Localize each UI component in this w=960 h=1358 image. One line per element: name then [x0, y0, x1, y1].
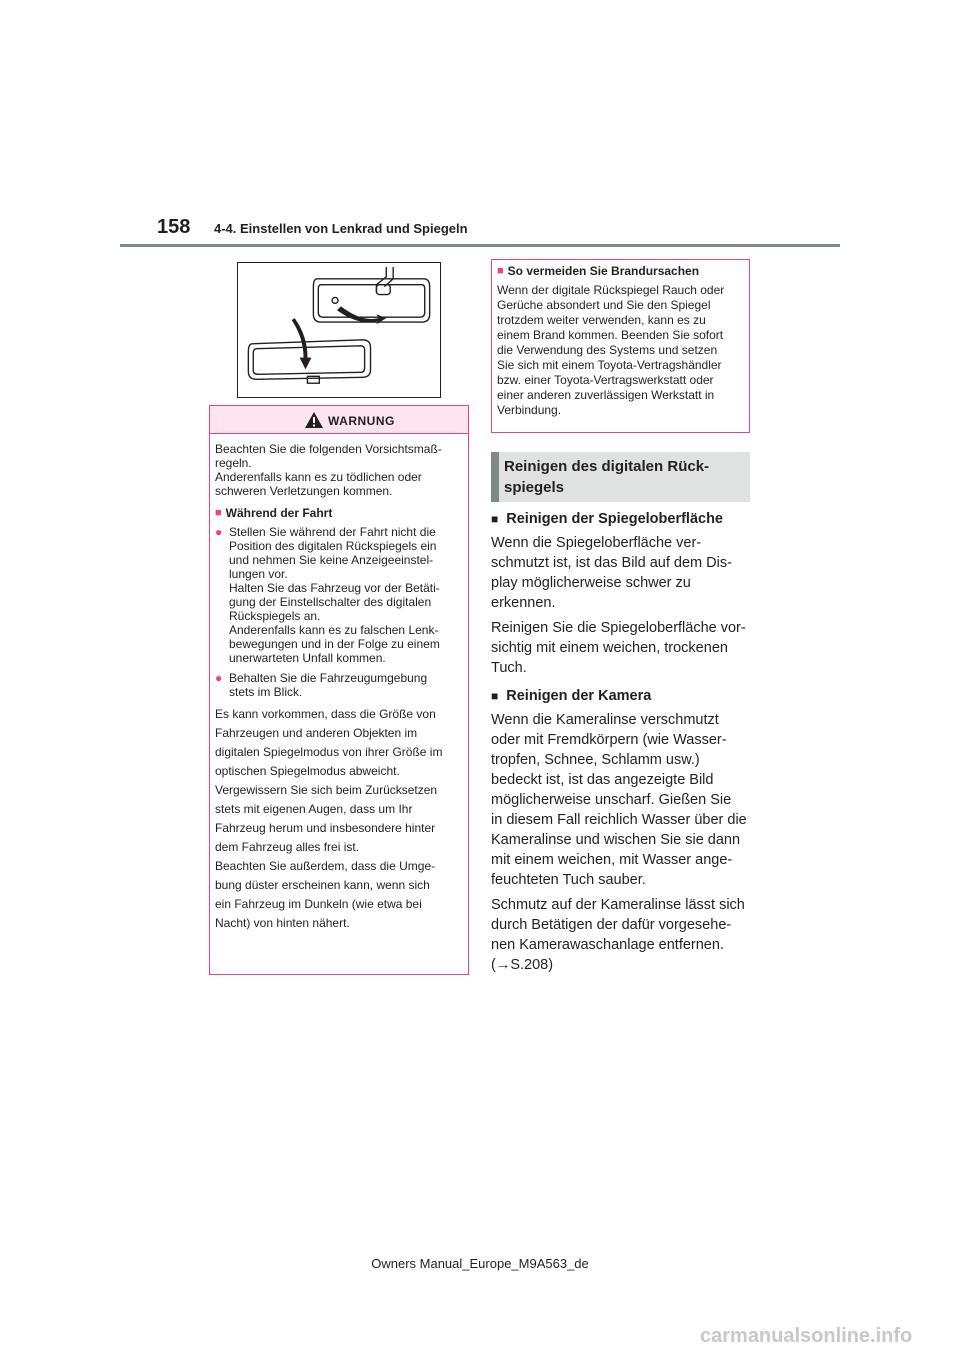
rearview-mirror-illustration-icon: [238, 263, 440, 397]
heading-accent: [491, 452, 499, 502]
fire-prevention-title: [497, 264, 747, 279]
circle-bullet-icon: ●: [215, 671, 223, 685]
cleaning-heading: [491, 452, 750, 502]
header-rule: [120, 244, 840, 247]
cleaning-paragraph-reference: Schmutz auf der Kameralinse lässt sich durch Betätigen der dafür vorgesehe- nen Kamerawaschanlage entfernen. (→S.208): [491, 897, 745, 973]
page-number: 158: [157, 216, 191, 238]
square-bullet-icon: ■: [491, 689, 499, 703]
warning-additional-text: [215, 705, 465, 933]
warning-intro: Beachten Sie die folgenden Vorsichtsmaß- regeln. Anderenfalls kann es zu tödlichen oder schweren Verletzungen kommen.: [215, 442, 442, 498]
cleaning-subheading-mirror: [491, 509, 756, 529]
warning-bullet-2: [215, 671, 465, 699]
fire-prevention-title-text: So vermeiden Sie Brandursachen: [507, 264, 700, 278]
warning-line: Fahrzeug herum und insbesondere hinter: [215, 821, 436, 835]
cleaning-subheading-camera-text: Reinigen der Kamera: [506, 688, 652, 704]
square-bullet-icon: ■: [497, 265, 504, 277]
mirror-figure: [237, 262, 441, 398]
warning-line: Vergewissern Sie sich beim Zurücksetzen: [215, 783, 438, 797]
warning-title: WARNUNG: [328, 414, 395, 428]
warning-bullet-1-text: Stellen Sie während der Fahrt nicht die Position des digitalen Rückspiegels ein und nehmen Sie keine Anzeigeeinstel- lungen vor. Halten Sie das Fahrzeug vor der Betäti- gung der Einstellschalter des digitalen Rückspiegels an. Anderenfalls kann es zu falschen Lenk- bewegungen und in der Folge zu einem unerwarteten Unfall kommen.: [229, 525, 440, 665]
cleaning-subheading-camera: [491, 686, 756, 706]
cleaning-heading-text: Reinigen des digitalen Rück- spiegels: [504, 458, 710, 496]
watermark: carmanualsonline.info: [700, 1325, 913, 1347]
cleaning-paragraph: Reinigen Sie die Spiegeloberfläche vor- sichtig mit einem weichen, trockenen Tuch.: [491, 620, 746, 676]
warning-line: digitalen Spiegelmodus von ihrer Größe im: [215, 745, 443, 759]
warning-line: ein Fahrzeug im Dunkeln (wie etwa bei: [215, 897, 422, 911]
warning-line: dem Fahrzeug alles frei ist.: [215, 840, 360, 854]
warning-line: stets mit eigenen Augen, dass um Ihr: [215, 802, 413, 816]
warning-header: [210, 406, 468, 434]
fire-prevention-text: Wenn der digitale Rückspiegel Rauch oder Gerüche absondert und Sie den Spiegel trotzdem weiter verwenden, kann es zu einem Brand kommen. Beenden Sie sofort die Verwendung des Systems und setzen Sie sich mit einem Toyota-Vertragshändler bzw. einer Toyota-Vertragswerkstatt oder einer anderen zuverlässigen Werkstatt in Verbindung.: [497, 283, 725, 417]
warning-subheading: [215, 506, 465, 520]
square-bullet-icon: ■: [215, 507, 222, 519]
warning-line: Fahrzeugen und anderen Objekten im: [215, 726, 418, 740]
warning-subheading-text: Während der Fahrt: [225, 506, 333, 520]
fire-prevention-box: [491, 259, 750, 433]
warning-line: optischen Spiegelmodus abweicht.: [215, 764, 400, 778]
warning-bullet-1: [215, 525, 465, 665]
section-title: 4-4. Einstellen von Lenkrad und Spiegeln: [214, 221, 468, 236]
warning-body: [215, 442, 465, 933]
footer-text: Owners Manual_Europe_M9A563_de: [371, 1256, 589, 1271]
warning-bullet-2-text: Behalten Sie die Fahrzeugumgebung stets im Blick.: [229, 671, 428, 699]
cleaning-paragraph: Wenn die Kameralinse verschmutzt oder mit Fremdkörpern (wie Wasser- tropfen, Schnee, Schlamm usw.) bedeckt ist, ist das angezeigte Bild möglicherweise unscharf. Gießen Sie in diesem Fall reichlich Wasser über die Kameralinse und wischen Sie sie dann mit einem weichen, mit Wasser ange- feuchteten Tuch sauber.: [491, 712, 747, 888]
warning-box: [209, 405, 469, 975]
warning-line: bung düster erscheinen kann, wenn sich: [215, 878, 430, 892]
warning-triangle-icon: [304, 411, 324, 429]
circle-bullet-icon: ●: [215, 525, 223, 539]
square-bullet-icon: ■: [491, 512, 499, 526]
warning-line: Nacht) von hinten nähert.: [215, 916, 350, 930]
warning-line: Es kann vorkommen, dass die Größe von: [215, 707, 436, 721]
cleaning-subheading-mirror-text: Reinigen der Spiegeloberfläche: [506, 511, 723, 527]
cleaning-paragraph: Wenn die Spiegeloberfläche ver- schmutzt ist, ist das Bild auf dem Dis- play möglicherweise schwer zu erkennen.: [491, 535, 732, 611]
warning-line: Beachten Sie außerdem, dass die Umge-: [215, 859, 436, 873]
cleaning-content: [491, 509, 756, 980]
